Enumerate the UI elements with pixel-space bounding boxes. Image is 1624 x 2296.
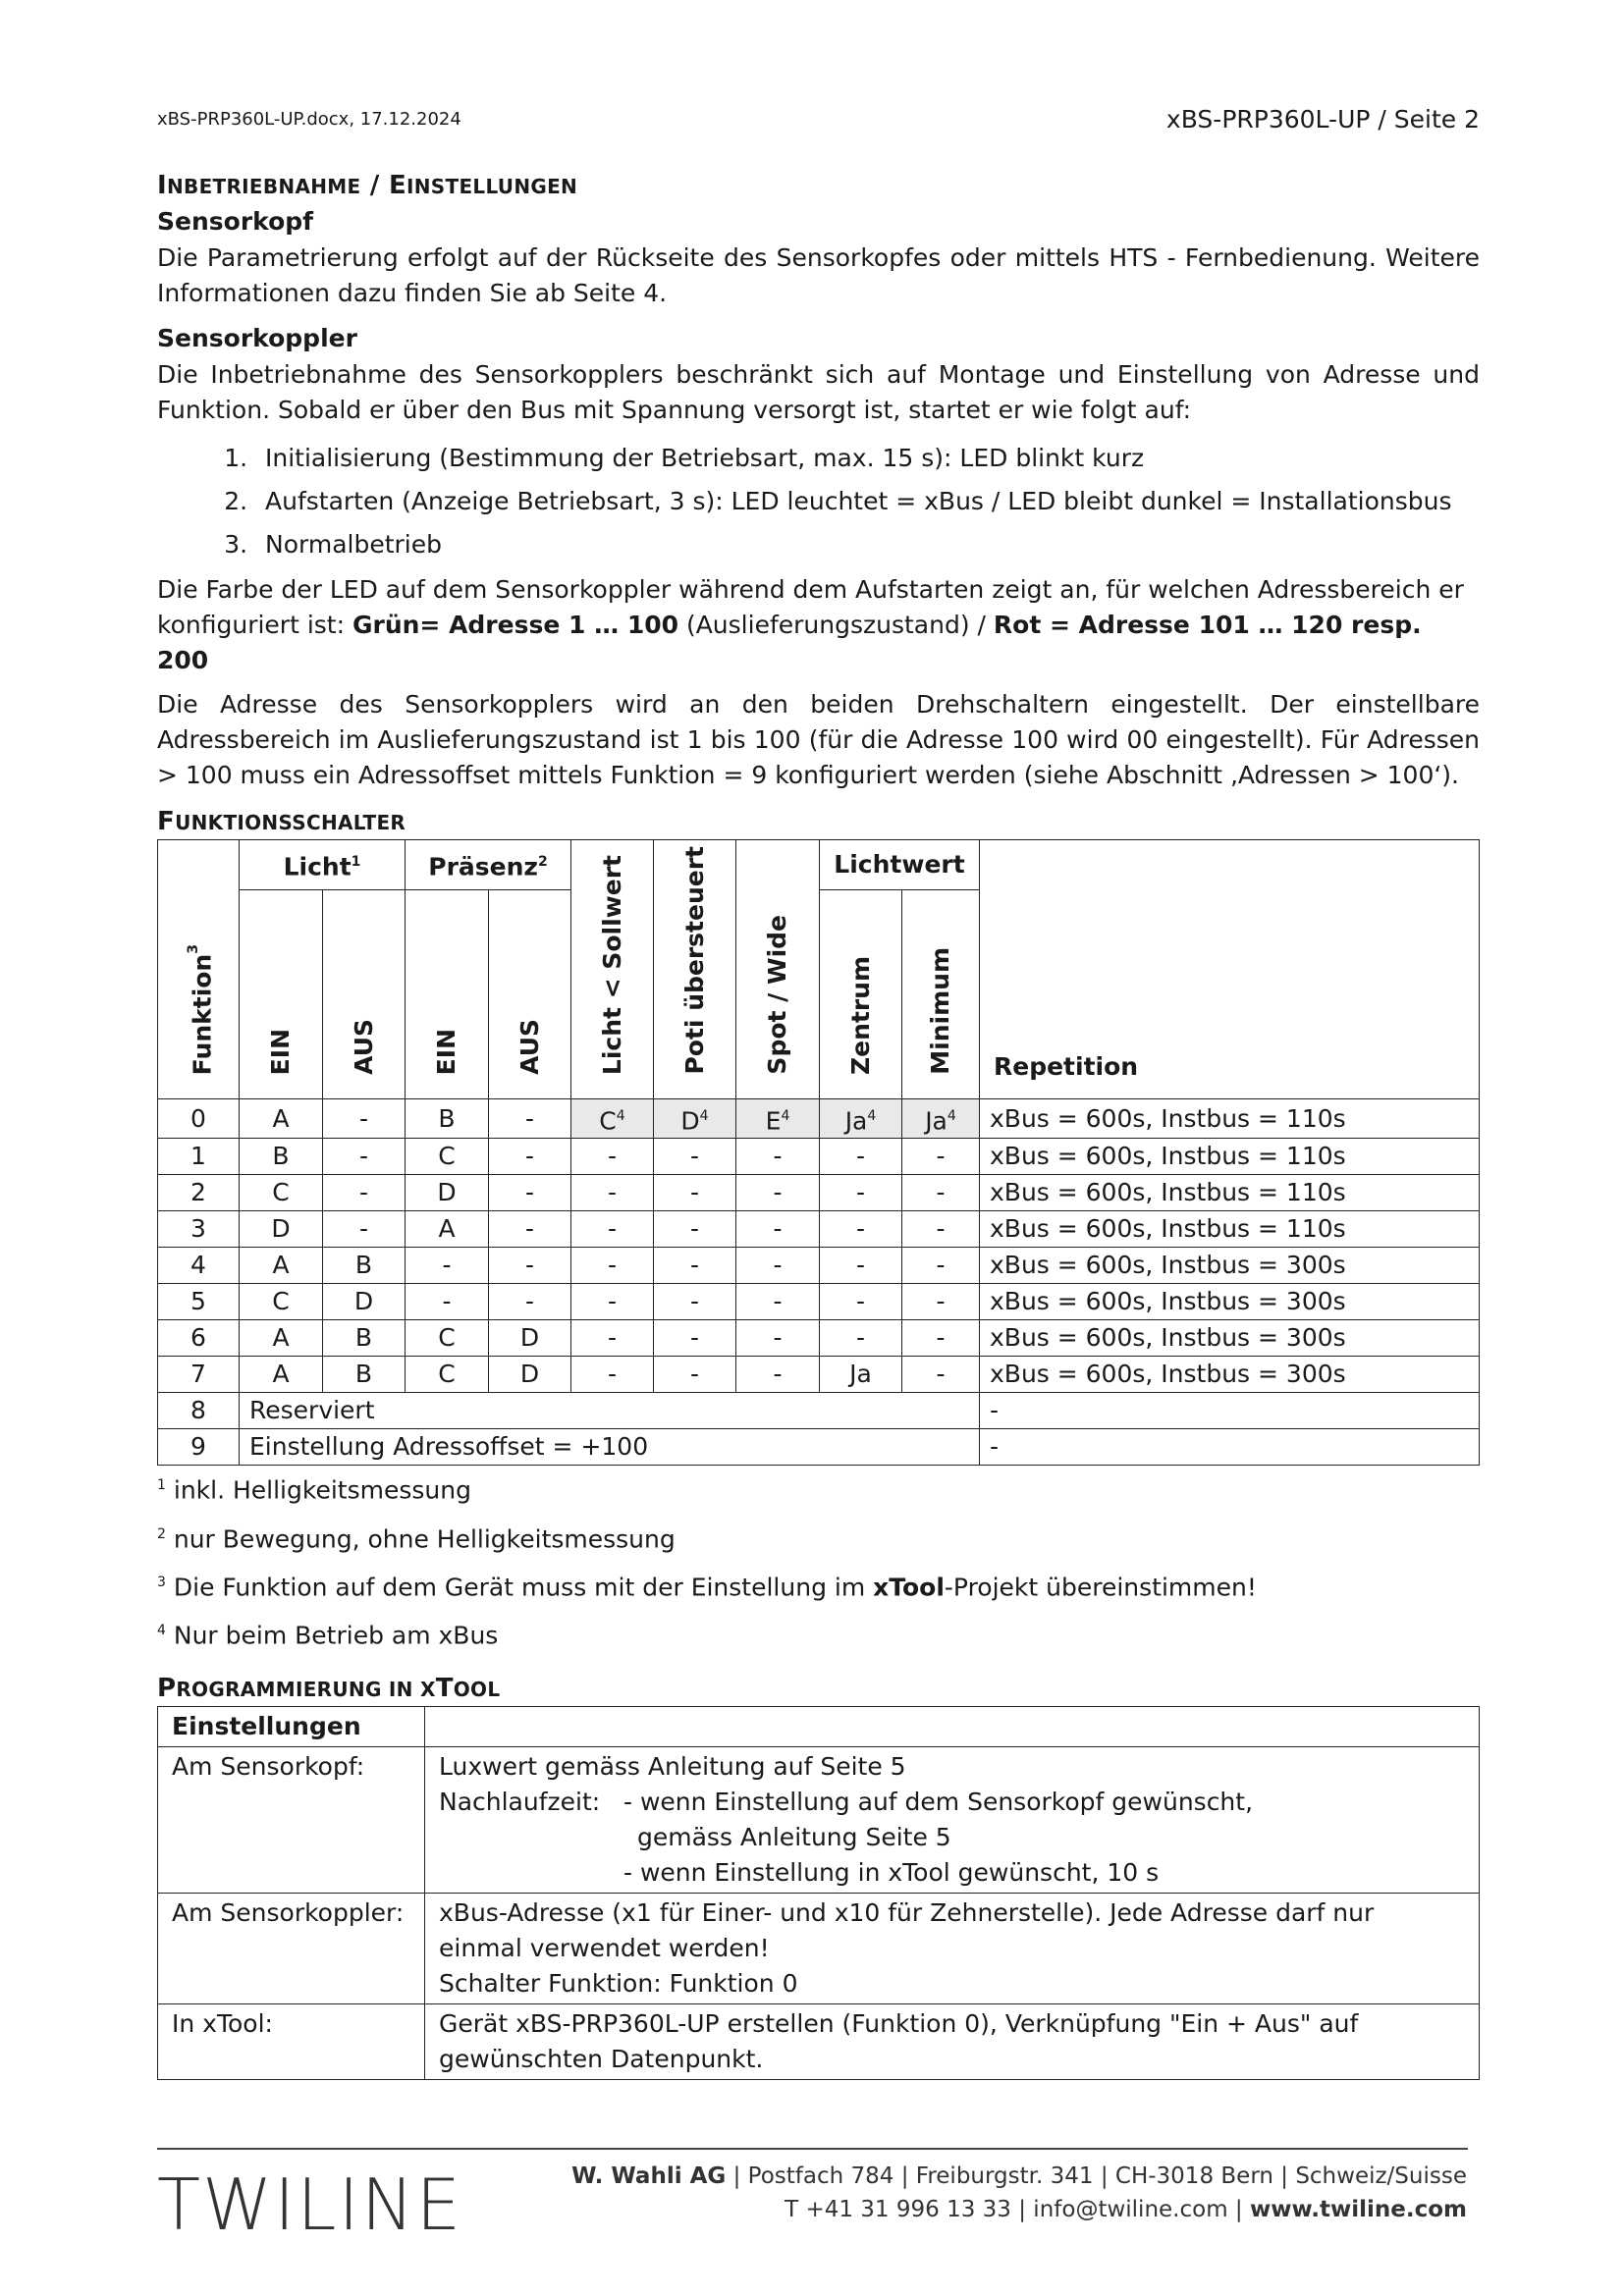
table-header: Einstellungen [158, 1706, 425, 1746]
list-item: 1. Initialisierung (Bestimmung der Betriebsart, max. 15 s): LED blinkt kurz [255, 437, 1480, 480]
table-row: 9 Einstellung Adressoffset = +100 - [158, 1429, 1480, 1466]
page-content [157, 169, 1480, 2080]
column-header-praesenz-ein: EIN [406, 890, 489, 1099]
table-row: 4 A B - - - - - - - xBus = 600s, Instbus = 300s [158, 1248, 1480, 1284]
section-title-programmierung: PROGRAMMIERUNG IN XTOOL [157, 1673, 501, 1703]
footnote: $^3$ Die Funktion auf dem Gerät muss mit der Einstellung im xTool-Projekt übereinstimmen! [157, 1573, 1257, 1602]
table-row [158, 1706, 1480, 1746]
column-header-licht-aus: AUS [323, 890, 406, 1099]
list-item: 3. Normalbetrieb [255, 523, 1480, 566]
table-row: 5 C D - - - - - - - xBus = 600s, Instbus = 300s [158, 1284, 1480, 1320]
paragraph-sensorkoppler: Die Inbetriebnahme des Sensorkopplers beschränkt sich auf Montage und Einstellung von Adresse und Funktion. Sobald er über den Bus mit Spannung versorgt ist, startet er wie folgt auf: [157, 360, 1480, 424]
subheading-sensorkopf: Sensorkopf [157, 207, 314, 236]
column-header-funktion: Funktion$^3$ [158, 840, 240, 1099]
subheading-sensorkoppler: Sensorkoppler [157, 324, 357, 352]
column-header-licht-sollwert: Licht < Sollwert [571, 840, 654, 1099]
footnotes [157, 1464, 1480, 1657]
column-header-licht-ein: EIN [240, 890, 323, 1099]
table-row: In xTool: Gerät xBS-PRP360L-UP erstellen (Funktion 0), Verknüpfung "Ein + Aus" auf gewünschten Datenpunkt. [158, 2003, 1480, 2079]
section-title-funktionsschalter: FUNKTIONSSCHALTER [157, 807, 406, 836]
document-page-label: xBS-PRP360L-UP / Seite 2 [1165, 105, 1480, 133]
column-header-repetition: Repetition [980, 840, 1480, 1099]
website-link[interactable]: www.twiline.com [1249, 2197, 1467, 2222]
twiline-logo: TWILINE [157, 2163, 463, 2246]
column-header-praesenz-aus: AUS [489, 890, 571, 1099]
table-row: 8 Reserviert - [158, 1393, 1480, 1429]
document-filename-date: xBS-PRP360L-UP.docx, 17.12.2024 [157, 109, 461, 130]
column-group-lichtwert: Lichtwert [820, 840, 980, 890]
column-group-praesenz: Präsenz$^2$ [406, 840, 571, 890]
table-row: 0 A - B - $C^4$ $D^4$ $E^4$ Ja$^4$ Ja$^4$ xBus = 600s, Instbus = 110s [158, 1099, 1480, 1139]
table-row: 2 C - D - - - - - - xBus = 600s, Instbus = 110s [158, 1175, 1480, 1211]
footer-divider [157, 2148, 1468, 2150]
paragraph-led-color: Die Farbe der LED auf dem Sensorkoppler während dem Aufstarten zeigt an, für welchen Adressbereich er konfiguriert ist: Grün= Adresse 1 … 100 (Auslieferungszustand) / Rot = Adresse 101 … 120 resp. 200 [157, 575, 1464, 674]
column-group-licht: Licht$^1$ [240, 840, 406, 890]
footer-contact: T +41 31 996 13 33 | info@twiline.com | www.twiline.com [785, 2197, 1467, 2222]
startup-steps-list [157, 437, 1480, 566]
column-header-minimum: Minimum [902, 890, 980, 1099]
footer-company-address: W. Wahli AG | Postfach 784 | Freiburgstr. 341 | CH-3018 Bern | Schweiz/Suisse [571, 2163, 1467, 2189]
table-row: 7 A B C D - - - Ja - xBus = 600s, Instbus = 300s [158, 1357, 1480, 1393]
table-row: 1 B - C - - - - - - xBus = 600s, Instbus = 110s [158, 1139, 1480, 1175]
column-header-spot-wide: Spot / Wide [736, 840, 820, 1099]
column-header-poti: Poti übersteuert [654, 840, 736, 1099]
footnote: $^2$ nur Bewegung, ohne Helligkeitsmessung [157, 1523, 676, 1553]
function-switch-table [157, 839, 1480, 1466]
table-row: 3 D - A - - - - - - xBus = 600s, Instbus = 110s [158, 1211, 1480, 1248]
table-row: Am Sensorkoppler: xBus-Adresse (x1 für Einer- und x10 für Zehnerstelle). Jede Adresse darf nur einmal verwendet werden! Schalter Funktion: Funktion 0 [158, 1893, 1480, 2003]
page-header [157, 105, 1480, 136]
footnote: $^4$ Nur beim Betrieb am xBus [157, 1621, 499, 1650]
table-row: 6 A B C D - - - - - xBus = 600s, Instbus = 300s [158, 1320, 1480, 1357]
table-row: Am Sensorkopf: Luxwert gemäss Anleitung auf Seite 5 Nachlaufzeit: - wenn Einstellung auf dem Sensorkopf gewünscht, gemäss Anleitung Seite 5 - wenn Einstellung in xTool gewünscht, 10 s [158, 1746, 1480, 1893]
section-title-inbetriebnahme: INBETRIEBNAHME / EINSTELLUNGEN [157, 171, 578, 200]
paragraph-address: Die Adresse des Sensorkopplers wird an den beiden Drehschaltern eingestellt. Der einstellbare Adressbereich im Auslieferungszustand ist 1 bis 100 (für die Adresse 100 wird 00 eingestellt). Für Adressen > 100 muss ein Adressoffset mittels Funktion = 9 konfiguriert werden (siehe Abschnitt ‚Adressen > 100‘). [157, 690, 1480, 789]
list-item: 2. Aufstarten (Anzeige Betriebsart, 3 s): LED leuchtet = xBus / LED bleibt dunkel = Installationsbus [255, 480, 1480, 523]
xtool-settings-table [157, 1706, 1480, 2080]
footnote: $^1$ inkl. Helligkeitsmessung [157, 1475, 471, 1505]
paragraph-sensorkopf: Die Parametrierung erfolgt auf der Rückseite des Sensorkopfes oder mittels HTS - Fernbedienung. Weitere Informationen dazu finden Sie ab Seite 4. [157, 243, 1480, 307]
column-header-zentrum: Zentrum [820, 890, 902, 1099]
